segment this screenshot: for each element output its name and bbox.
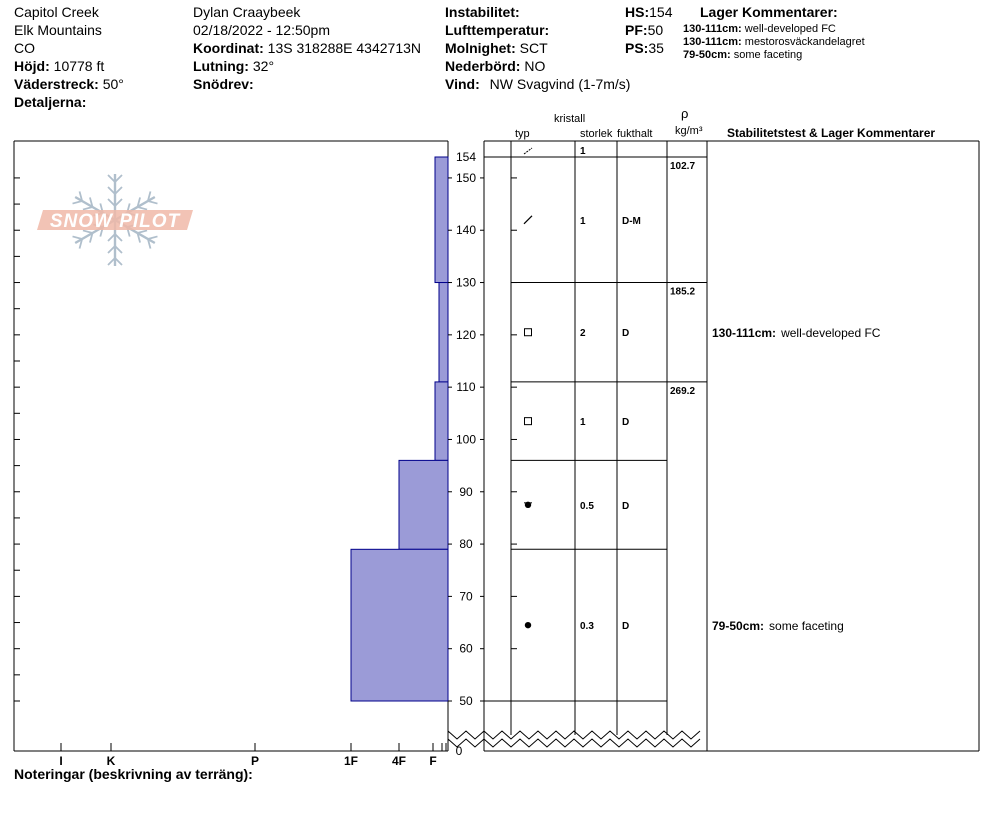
size-header: storlek [580, 128, 613, 140]
layer-comments-title: Lager Kommentarer: [700, 4, 838, 20]
notes-label: Noteringar (beskrivning av terräng): [14, 766, 253, 782]
logo-text: SNOW PILOT [49, 211, 181, 232]
pf-label: PF: [625, 22, 648, 38]
instability-label: Instabilitet: [445, 4, 520, 20]
layer-comment-range: 130-111cm: [683, 23, 742, 35]
aspect-label: Väderstreck: [14, 76, 99, 92]
layer-comment-range: 130-111cm: [683, 36, 742, 48]
grain-square-icon [525, 329, 532, 336]
layer-comment-text: some faceting [733, 49, 803, 61]
slope-value: 32° [252, 58, 275, 74]
depth-tick-label: 120 [455, 327, 477, 342]
crystal-header: kristall [554, 113, 586, 125]
observer: Dylan Craaybeek [193, 4, 301, 20]
layer-comment-range: 79-50cm: [683, 49, 731, 61]
wetness-header: fukthalt [617, 128, 653, 140]
depth-tick-label: 80 [459, 537, 473, 552]
depth-tick-label: 110 [456, 380, 476, 395]
rho-header: ρ [681, 106, 689, 121]
depth-tick-label: 90 [459, 484, 473, 499]
depth-zero-label: 0 [455, 744, 463, 758]
hs-label: HS: [625, 4, 650, 20]
hardness-tick-label: K [106, 754, 116, 768]
ps-label: PS: [625, 40, 649, 56]
stability-comment-range: 130-111cm: [712, 326, 777, 341]
coordinate-label: Koordinat: [193, 40, 264, 56]
grain-size: 0.5 [580, 500, 594, 512]
wetness: D [622, 621, 630, 633]
wind-value: NW Svagvind (1-7m/s) [489, 76, 631, 92]
density: 269.2 [670, 385, 696, 397]
mountain-range: Elk Mountains [14, 22, 102, 38]
type-header: typ [515, 128, 530, 140]
density: 185.2 [670, 286, 696, 298]
elevation-value: 10778 ft [53, 58, 105, 74]
hardness-bar [351, 549, 448, 701]
depth-tick-label: 50 [459, 694, 473, 708]
grain-size: 0.3 [580, 621, 594, 633]
surface-grain-size: 1 [580, 146, 586, 157]
hardness-bar [399, 460, 448, 549]
drift-label: Snödrev: [193, 76, 254, 92]
hardness-bar [435, 382, 448, 460]
hardness-tick-label: 1F [343, 754, 359, 768]
layer-comment-text: well-developed FC [744, 23, 836, 35]
state: CO [14, 40, 35, 56]
grain-square-icon [525, 418, 532, 425]
stability-comment-text: well-developed FC [781, 326, 881, 341]
break-zigzag [448, 731, 700, 739]
hardness-tick-label: 4F [391, 754, 407, 768]
depth-tick-label: 60 [459, 641, 473, 656]
air-temp-label: Lufttemperatur: [445, 22, 550, 38]
stability-comment-text: some faceting [769, 619, 844, 634]
depth-top-label: 154 [455, 150, 477, 164]
wetness: D [622, 328, 630, 340]
depth-tick-label: 150 [455, 170, 477, 185]
stability-comment [712, 326, 881, 340]
sky-value: SCT [519, 40, 548, 56]
depth-tick-label: 130 [455, 275, 477, 290]
break-zigzag [448, 739, 700, 747]
grain-slash-icon [524, 216, 532, 224]
coordinate-value: 13S 318288E 4342713N [267, 40, 422, 56]
layer-comment-text: mestorosväckandelagret [744, 36, 865, 48]
grain-dot-icon [525, 622, 531, 628]
grain-size: 1 [580, 417, 586, 429]
grain-size: 2 [580, 328, 586, 340]
grain-size: 1 [580, 215, 586, 227]
surface-grain-icon [524, 148, 532, 154]
depth-tick-label: 100 [455, 432, 477, 447]
depth-tick-label: 70 [459, 589, 473, 604]
pf-value: 50 [647, 22, 664, 38]
wetness: D [622, 500, 630, 512]
sky-label: Molnighet: [445, 40, 516, 56]
precip-label: Nederbörd: [445, 58, 521, 74]
ps-value: 35 [648, 40, 664, 56]
location: Capitol Creek [14, 4, 99, 20]
hardness-tick-label: F [429, 754, 437, 768]
wind-label: Vind: [445, 76, 480, 92]
density-unit-header: kg/m³ [675, 125, 703, 137]
datetime: 02/18/2022 - 12:50pm [193, 22, 330, 38]
wetness: D-M [622, 215, 641, 227]
wetness: D [622, 417, 630, 429]
hardness-bar [439, 283, 448, 382]
precip-value: NO [524, 58, 546, 74]
stability-comment [712, 619, 844, 633]
elevation-label: Höjd: [14, 58, 50, 74]
density: 102.7 [670, 161, 696, 172]
hardness-tick-label: P [250, 754, 260, 768]
aspect-value: 50° [102, 76, 124, 92]
hardness-tick-label: I [59, 754, 63, 768]
hs-value: 154 [649, 4, 673, 20]
depth-tick-label: 140 [455, 223, 477, 238]
stability-comment-range: 79-50cm: [712, 619, 765, 634]
stability-header: Stabilitetstest & Lager Kommentarer [727, 126, 936, 140]
details-label: Detaljerna: [14, 94, 87, 110]
hardness-bar [435, 157, 448, 283]
snowpilot-logo [37, 174, 193, 266]
slope-label: Lutning: [193, 58, 249, 74]
